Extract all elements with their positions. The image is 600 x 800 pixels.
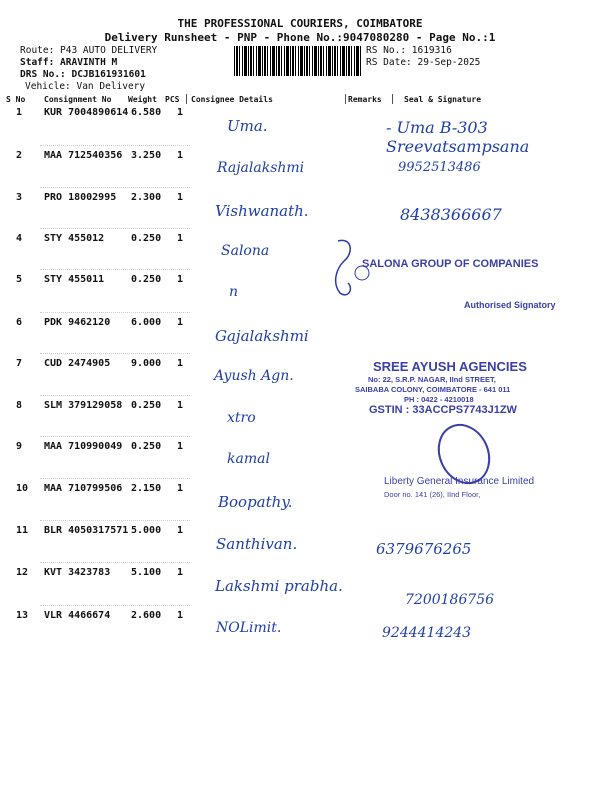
barcode (234, 46, 362, 76)
row-consignment-no: CUD 2474905 (44, 358, 111, 369)
row-weight: 3.250 (131, 150, 162, 161)
row-sno: 3 (16, 192, 23, 203)
row-weight: 5.100 (131, 567, 162, 578)
signature-row-11: 6379676265 (376, 540, 472, 558)
row-sno: 5 (16, 274, 23, 285)
row-pcs: 1 (177, 317, 184, 328)
row-consignment-no: MAA 710799506 (44, 483, 123, 494)
header-divider (345, 94, 346, 104)
row-divider (40, 605, 190, 606)
col-remarks: Remarks (348, 95, 382, 104)
row-weight: 0.250 (131, 233, 162, 244)
row-pcs: 1 (177, 233, 184, 244)
row-consignment-no: KVT 3423783 (44, 567, 111, 578)
row-consignee-name: NOLimit. (216, 620, 282, 636)
liberty-stamp-addr: Door no. 141 (26), IInd Floor, (384, 490, 481, 499)
row-divider (40, 353, 190, 354)
row-sno: 10 (16, 483, 29, 494)
row-consignee-name: Gajalakshmi (215, 327, 309, 345)
row-consignee-name: Ayush Agn. (214, 368, 294, 384)
row-consignment-no: SLM 379129058 (44, 400, 123, 411)
row-consignment-no: STY 455012 (44, 233, 105, 244)
staff-label: Staff: ARAVINTH M (20, 57, 118, 68)
col-consignee: Consignee Details (191, 95, 273, 104)
row-divider (40, 145, 190, 146)
col-sno: S No (6, 95, 26, 104)
row-consignee-name: Santhivan. (216, 535, 298, 553)
row-weight: 0.250 (131, 400, 162, 411)
row-consignee-name: Vishwanath. (215, 202, 309, 220)
row-pcs: 1 (177, 107, 184, 118)
row-sno: 13 (16, 610, 29, 621)
route-label: Route: P43 AUTO DELIVERY (20, 45, 158, 56)
signature-row-2: 9952513486 (398, 160, 481, 175)
salona-scribble (318, 233, 370, 303)
row-weight: 0.250 (131, 441, 162, 452)
row-consignment-no: STY 455011 (44, 274, 105, 285)
row-divider (40, 187, 190, 188)
row-weight: 2.150 (131, 483, 162, 494)
row-divider (40, 228, 190, 229)
row-consignment-no: BLR 4050317571 (44, 525, 129, 536)
runsheet-subtitle: Delivery Runsheet - PNP - Phone No.:9047080280 - Page No.:1 (104, 31, 496, 44)
row-divider (40, 395, 190, 396)
row-sno: 4 (16, 233, 23, 244)
row-weight: 6.580 (131, 107, 162, 118)
header-divider (392, 94, 393, 104)
row-consignment-no: KUR 7004890614 (44, 107, 129, 118)
row-pcs: 1 (177, 150, 184, 161)
row-divider (40, 562, 190, 563)
row-pcs: 1 (177, 483, 184, 494)
row-consignee-name: kamal (227, 451, 270, 467)
row-consignment-no: MAA 710990049 (44, 441, 123, 452)
row-weight: 0.250 (131, 274, 162, 285)
col-weight: Weight (128, 95, 157, 104)
row-consignee-name: Rajalakshmi (217, 160, 305, 176)
col-pcs: PCS (165, 95, 180, 104)
vehicle-label: Vehicle: Van Delivery (25, 81, 146, 92)
row-weight: 2.300 (131, 192, 162, 203)
signature-row-12: 7200186756 (405, 592, 495, 608)
row-consignee-name: Salona (221, 243, 270, 259)
row-pcs: 1 (177, 525, 184, 536)
row-sno: 12 (16, 567, 29, 578)
company-title: THE PROFESSIONAL COURIERS, COIMBATORE (177, 17, 423, 30)
row-pcs: 1 (177, 400, 184, 411)
row-pcs: 1 (177, 274, 184, 285)
row-consignee-name: Lakshmi prabha. (215, 577, 343, 595)
col-seal: Seal & Signature (404, 95, 482, 104)
signature-row-13: 9244414243 (382, 625, 472, 641)
row-pcs: 1 (177, 610, 184, 621)
rs-date: RS Date: 29-Sep-2025 (366, 57, 481, 68)
row-divider (40, 269, 190, 270)
row-consignment-no: MAA 712540356 (44, 150, 123, 161)
liberty-stamp-name: Liberty General Insurance Limited (384, 476, 535, 487)
row-weight: 6.000 (131, 317, 162, 328)
row-pcs: 1 (177, 358, 184, 369)
row-divider (40, 436, 190, 437)
row-consignee-name: n (229, 284, 239, 300)
row-weight: 2.600 (131, 610, 162, 621)
row-divider (40, 312, 190, 313)
row-consignment-no: PRO 18002995 (44, 192, 117, 203)
row-pcs: 1 (177, 192, 184, 203)
row-sno: 2 (16, 150, 23, 161)
row-consignee-name: Boopathy. (218, 493, 293, 511)
salona-stamp: SALONA GROUP OF COMPANIES (362, 258, 539, 270)
row-sno: 9 (16, 441, 23, 452)
row-sno: 7 (16, 358, 23, 369)
row-consignee-name: Uma. (227, 117, 268, 135)
row-consignment-no: PDK 9462120 (44, 317, 111, 328)
row-weight: 5.000 (131, 525, 162, 536)
row-pcs: 1 (177, 567, 184, 578)
signature-row-3: 8438366667 (400, 205, 502, 224)
signature-row-1: - Uma B-303 Sreevatsampsana (386, 118, 530, 156)
ayush-stamp-addr1: No: 22, S.R.P. NAGAR, IInd STREET, (368, 375, 496, 384)
ayush-stamp-gstin: GSTIN : 33ACCPS7743J1ZW (369, 404, 517, 416)
rs-number: RS No.: 1619316 (366, 45, 452, 56)
row-consignment-no: VLR 4466674 (44, 610, 111, 621)
row-sno: 8 (16, 400, 23, 411)
row-sno: 6 (16, 317, 23, 328)
ayush-stamp-addr2: SAIBABA COLONY, COIMBATORE - 641 011 (355, 385, 511, 394)
col-consignment: Consignment No (44, 95, 112, 104)
row-divider (40, 478, 190, 479)
drs-label: DRS No.: DCJB161931601 (20, 69, 146, 80)
header-divider (186, 94, 187, 104)
row-pcs: 1 (177, 441, 184, 452)
ayush-stamp-name: SREE AYUSH AGENCIES (373, 359, 527, 374)
row-weight: 9.000 (131, 358, 162, 369)
ayush-stamp-phone: PH : 0422 - 4210018 (404, 395, 474, 404)
row-sno: 11 (16, 525, 29, 536)
salona-signatory: Authorised Signatory (464, 300, 556, 310)
row-divider (40, 520, 190, 521)
row-sno: 1 (16, 107, 23, 118)
row-consignee-name: xtro (227, 410, 256, 426)
